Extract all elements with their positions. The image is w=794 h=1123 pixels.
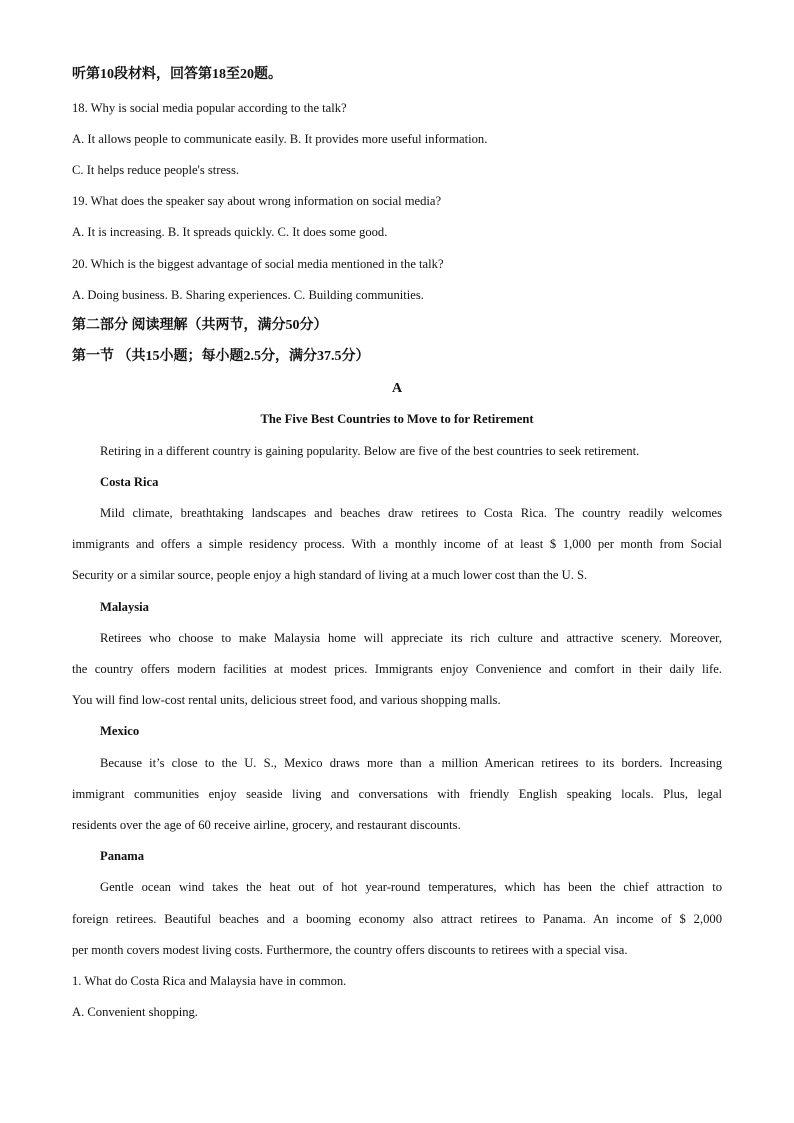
listening-section-header: 听第10段材料，回答第18至20题。 bbox=[72, 67, 282, 82]
reading-part-heading: 第二部分 阅读理解（共两节，满分50分） bbox=[72, 318, 328, 333]
panama-line-1: Gentle ocean wind takes the heat out of hot year-round temperatures, which has been the chief attraction to bbox=[100, 880, 722, 894]
question-19-stem: 19. What does the speaker say about wrong information on social media? bbox=[72, 194, 442, 208]
panama-line-2: foreign retirees. Beautiful beaches and a booming economy also attract retirees to Panama. An income of $ 2,000 bbox=[72, 912, 722, 926]
malaysia-line-2: the country offers modern facilities at modest prices. Immigrants enjoy Convenience and comfort in their daily life. bbox=[72, 662, 722, 676]
reading-question-1-stem: 1. What do Costa Rica and Malaysia have in common. bbox=[72, 974, 347, 988]
question-18-options-line1: A. It allows people to communicate easily. B. It provides more useful information. bbox=[72, 132, 488, 146]
country-heading-malaysia: Malaysia bbox=[100, 600, 149, 614]
reading-section-subheading: 第一节 （共15小题；每小题2.5分，满分37.5分） bbox=[72, 349, 370, 364]
country-heading-mexico: Mexico bbox=[100, 724, 140, 738]
question-18-options-line2: C. It helps reduce people's stress. bbox=[72, 163, 239, 177]
question-19-options: A. It is increasing. B. It spreads quickly. C. It does some good. bbox=[72, 225, 388, 239]
mexico-line-2: immigrant communities enjoy seaside living and conversations with friendly English speaking locals. Plus, legal bbox=[72, 787, 722, 801]
malaysia-line-1: Retirees who choose to make Malaysia home will appreciate its rich culture and attractive scenery. Moreover, bbox=[100, 631, 722, 645]
country-heading-panama: Panama bbox=[100, 849, 145, 863]
passage-title: The Five Best Countries to Move to for Retirement bbox=[260, 412, 534, 426]
reading-question-1-option-a: A. Convenient shopping. bbox=[72, 1005, 198, 1019]
malaysia-line-3: You will find low-cost rental units, delicious street food, and various shopping malls. bbox=[72, 693, 501, 707]
passage-intro: Retiring in a different country is gaining popularity. Below are five of the best countries to seek retirement. bbox=[100, 444, 640, 458]
passage-letter: A bbox=[391, 381, 403, 396]
question-20-stem: 20. Which is the biggest advantage of social media mentioned in the talk? bbox=[72, 257, 444, 271]
costa-rica-line-3: Security or a similar source, people enjoy a high standard of living at a much lower cost than the U. S. bbox=[72, 568, 588, 582]
panama-line-3: per month covers modest living costs. Furthermore, the country offers discounts to retirees with a special visa. bbox=[72, 943, 628, 957]
question-20-options: A. Doing business. B. Sharing experiences. C. Building communities. bbox=[72, 288, 424, 302]
costa-rica-line-2: immigrants and offers a simple residency process. With a monthly income of at least $ 1,000 per month from Social bbox=[72, 537, 722, 551]
mexico-line-1: Because it’s close to the U. S., Mexico draws more than a million American retirees to its borders. Increasing bbox=[100, 756, 722, 770]
mexico-line-3: residents over the age of 60 receive airline, grocery, and restaurant discounts. bbox=[72, 818, 461, 832]
costa-rica-line-1: Mild climate, breathtaking landscapes and beaches draw retirees to Costa Rica. The country readily welcomes bbox=[100, 506, 722, 520]
question-18-stem: 18. Why is social media popular according to the talk? bbox=[72, 101, 347, 115]
country-heading-costa-rica: Costa Rica bbox=[100, 475, 159, 489]
